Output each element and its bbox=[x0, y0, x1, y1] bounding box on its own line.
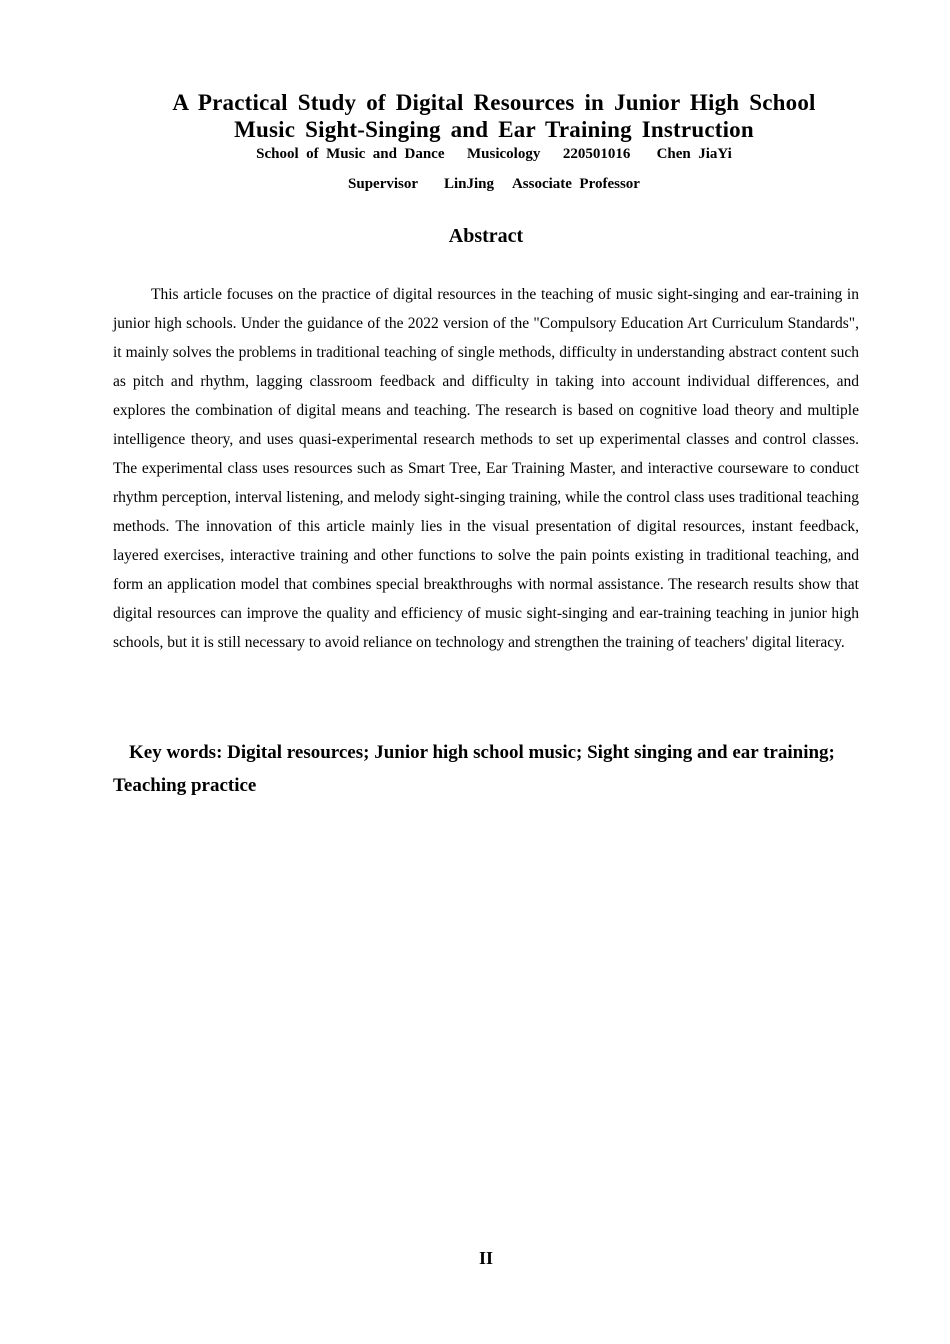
abstract-heading: Abstract bbox=[448, 225, 524, 247]
keywords-label: Key words: bbox=[129, 742, 228, 763]
abstract-body: This article focuses on the practice of digital resources in the teaching of music sight-singing and ear-training in junior high schools. Under the guidance of the 2022 version of the "Compulsory Education Art Curriculum Standards", it mainly solves the problems in traditional teaching of single methods, difficulty in understanding abstract content such as pitch and rhythm, lagging classroom feedback and difficulty in taking into account individual differences, and explores the combination of digital means and teaching. The research is based on cognitive load theory and multiple intelligence theory, and uses quasi-experimental research methods to set up experimental classes and control classes. The experimental class uses resources such as Smart Tree, Ear Training Master, and interactive courseware to conduct rhythm perception, interval listening, and melody sight-singing training, while the control class uses traditional teaching methods. The innovation of this article mainly lies in the visual presentation of digital resources, instant feedback, layered exercises, interactive training and other functions to solve the pain points existing in traditional teaching, and form an application model that combines special breakthroughs with normal assistance. The research results show that digital resources can improve the quality and efficiency of music sight-singing and ear-training teaching in junior high schools, but it is still necessary to avoid reliance on technology and strengthen the training of teachers' digital literacy. bbox=[113, 286, 859, 651]
keywords-text: Digital resources; Junior high school music; Sight singing and ear training; Teaching practice bbox=[113, 742, 835, 796]
page-number: II bbox=[478, 1248, 493, 1268]
keywords bbox=[113, 736, 859, 802]
title-line-2: Music Sight-Singing and Ear Training Instruction bbox=[234, 117, 754, 142]
supervisor-line: Supervisor LinJing Associate Professor bbox=[348, 176, 640, 192]
author-line: School of Music and Dance Musicology 220501016 Chen JiaYi bbox=[256, 146, 732, 162]
title-line-1: A Practical Study of Digital Resources in Junior High School bbox=[172, 90, 816, 115]
